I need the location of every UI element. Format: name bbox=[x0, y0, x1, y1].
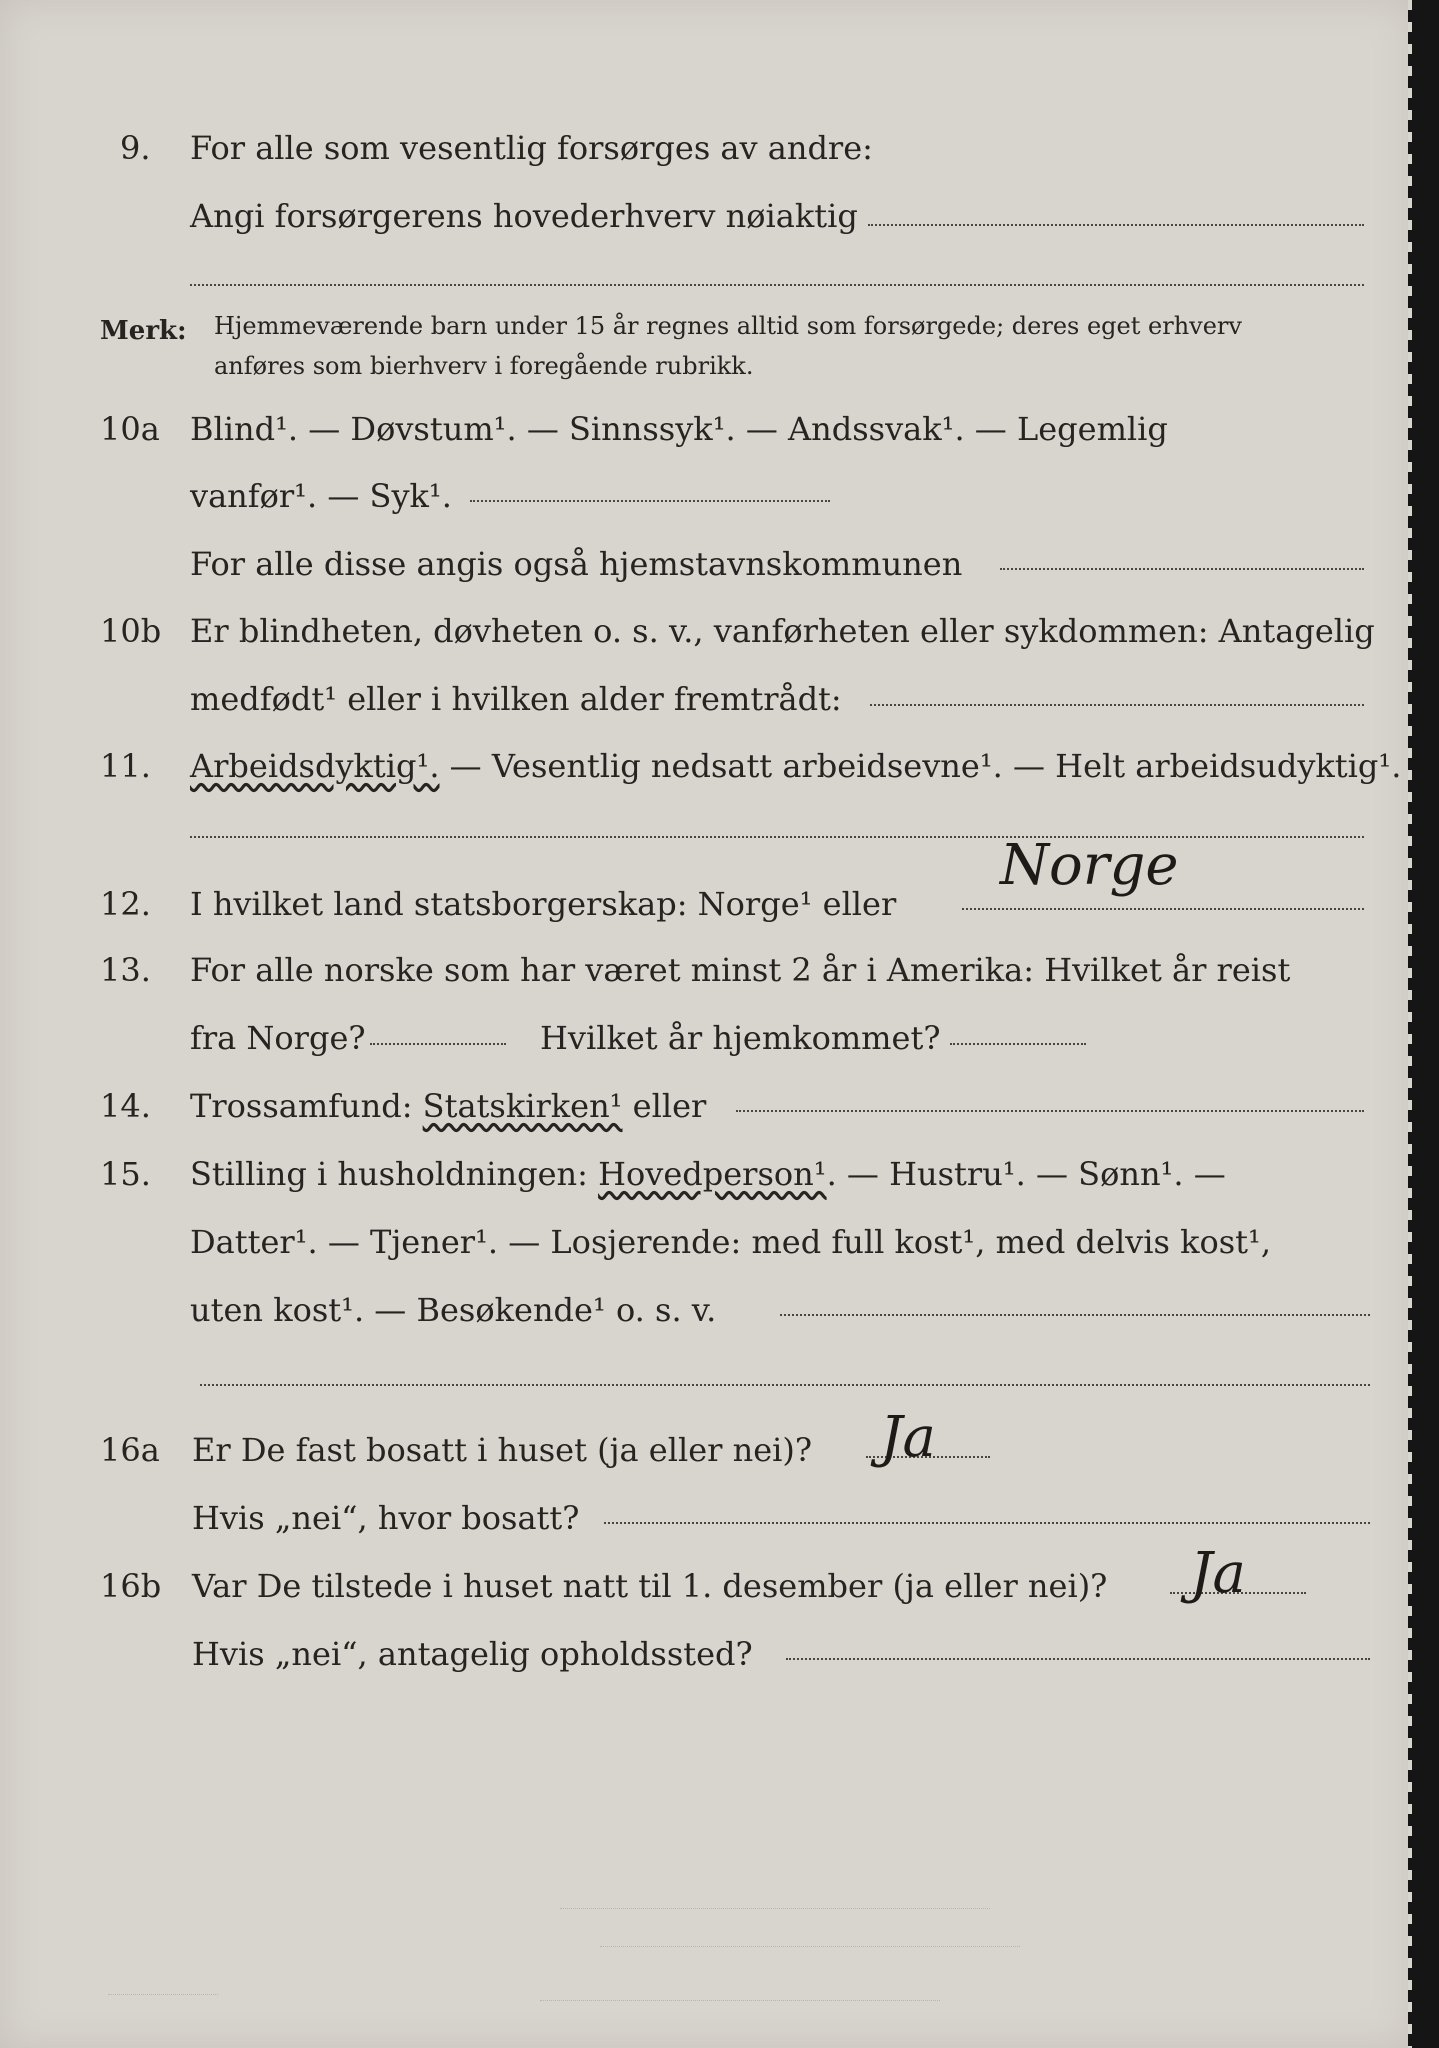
q16a-number: 16a bbox=[100, 1431, 160, 1469]
q10b-answer-line[interactable] bbox=[870, 704, 1364, 706]
q14-selected-option: Statskirken¹ bbox=[422, 1087, 623, 1125]
q11-line bbox=[190, 746, 1401, 786]
q13-line2b: Hvilket år hjemkommet? bbox=[540, 1019, 941, 1057]
q15-line2: Datter¹. — Tjener¹. — Losjerende: med full kost¹, med delvis kost¹, bbox=[190, 1223, 1272, 1261]
q13-year-returned-line[interactable] bbox=[950, 1043, 1086, 1045]
q10a-kommune-line[interactable] bbox=[1000, 568, 1364, 570]
q16b-opholdssted-line[interactable] bbox=[786, 1658, 1370, 1660]
q12-text: I hvilket land statsborgerskap: Norge¹ eller bbox=[190, 885, 897, 923]
q10a-number: 10a bbox=[100, 410, 160, 448]
q10a-line2: vanfør¹. — Syk¹. bbox=[190, 477, 452, 515]
q9-number: 9. bbox=[120, 129, 151, 167]
q16a-bosatt-line[interactable] bbox=[604, 1522, 1370, 1524]
q9-line1: For alle som vesentlig forsørges av andre: bbox=[190, 129, 873, 167]
q13-number: 13. bbox=[100, 951, 151, 989]
scan-background bbox=[1412, 0, 1439, 2048]
q9-answer-line-2[interactable] bbox=[190, 284, 1364, 286]
merk-label: Merk: bbox=[100, 316, 187, 346]
q12-handwritten-answer: Norge bbox=[1000, 833, 1179, 898]
q13-year-left-line[interactable] bbox=[370, 1043, 506, 1045]
q16a-line2: Hvis „nei“, hvor bosatt? bbox=[192, 1499, 580, 1537]
q15-options: . — Hustru¹. — Sønn¹. — bbox=[826, 1155, 1226, 1193]
q10b-line2: medfødt¹ eller i hvilken alder fremtrådt: bbox=[190, 680, 842, 718]
q15-line1 bbox=[190, 1154, 1226, 1194]
q16a-line1: Er De fast bosatt i huset (ja eller nei)? bbox=[192, 1431, 813, 1469]
bleed-through-mark bbox=[560, 1908, 990, 1909]
q11-number: 11. bbox=[100, 747, 151, 785]
merk-line1: Hjemmeværende barn under 15 år regnes alltid som forsørgede; deres eget erhverv bbox=[214, 312, 1242, 340]
q15-label: Stilling i husholdningen: bbox=[190, 1155, 599, 1193]
q14-number: 14. bbox=[100, 1087, 151, 1125]
q16b-number: 16b bbox=[100, 1567, 162, 1605]
q11-selected-option: Arbeidsdyktig¹. bbox=[190, 747, 440, 785]
q12-answer-line[interactable] bbox=[962, 908, 1364, 910]
q16b-line2: Hvis „nei“, antagelig opholdssted? bbox=[192, 1635, 753, 1673]
q13-line2a: fra Norge? bbox=[190, 1019, 366, 1057]
q14-label: Trossamfund: bbox=[190, 1087, 423, 1125]
q15-answer-line[interactable] bbox=[780, 1314, 1370, 1316]
q15-selected-option: Hovedperson¹ bbox=[598, 1155, 827, 1193]
merk-line2: anføres som bierhverv i foregående rubrikk. bbox=[214, 352, 754, 380]
q15-line3: uten kost¹. — Besøkende¹ o. s. v. bbox=[190, 1291, 717, 1329]
q14-answer-line[interactable] bbox=[736, 1110, 1364, 1112]
q12-number: 12. bbox=[100, 885, 151, 923]
bleed-through-mark bbox=[108, 1994, 218, 1995]
q9-answer-line[interactable] bbox=[868, 224, 1364, 226]
q15-number: 15. bbox=[100, 1155, 151, 1193]
q10a-line3: For alle disse angis også hjemstavnskommunen bbox=[190, 545, 963, 583]
q9-line2: Angi forsørgerens hovederhverv nøiaktig bbox=[190, 197, 858, 235]
q10a-line1: Blind¹. — Døvstum¹. — Sinnssyk¹. — Andssvak¹. — Legemlig bbox=[190, 410, 1168, 448]
q15-answer-line-2[interactable] bbox=[200, 1384, 1370, 1386]
q14-eller: eller bbox=[622, 1087, 707, 1125]
q14-line bbox=[190, 1086, 706, 1126]
q10b-line1: Er blindheten, døvheten o. s. v., vanførheten eller sykdommen: Antagelig bbox=[190, 612, 1375, 650]
q16a-handwritten-answer: Ja bbox=[880, 1405, 936, 1470]
q11-other-options: — Vesentlig nedsatt arbeidsevne¹. — Helt arbeidsudyktig¹. bbox=[439, 747, 1402, 785]
q16b-handwritten-answer: Ja bbox=[1190, 1541, 1246, 1606]
q13-line1: For alle norske som har været minst 2 år i Amerika: Hvilket år reist bbox=[190, 951, 1291, 989]
bleed-through-mark bbox=[600, 1946, 1020, 1947]
q10a-answer-line[interactable] bbox=[470, 500, 830, 502]
q16b-line1: Var De tilstede i huset natt til 1. desember (ja eller nei)? bbox=[192, 1567, 1108, 1605]
q10b-number: 10b bbox=[100, 612, 162, 650]
q11-answer-line[interactable] bbox=[190, 836, 1364, 838]
bleed-through-mark bbox=[540, 2000, 940, 2001]
